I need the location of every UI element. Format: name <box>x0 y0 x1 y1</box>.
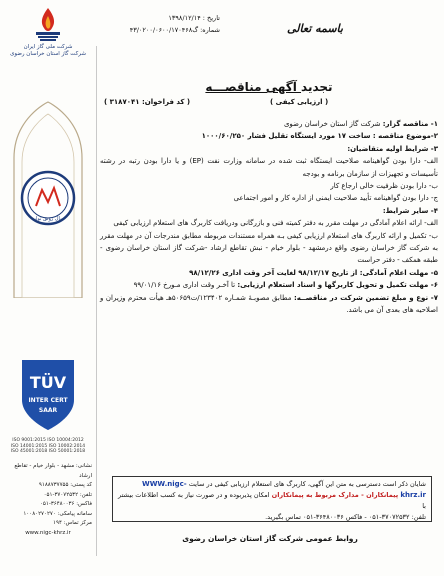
item-value: شرکت گاز استان خراسان رضوی <box>283 120 383 128</box>
emblem-text: سال رونق تولید <box>31 216 65 222</box>
item-label: ۲-موضوع مناقصه : <box>372 132 438 141</box>
item-other-label: ۴- سایر شرایط: <box>382 206 438 215</box>
notice-line-1 <box>118 479 426 490</box>
item-submit <box>100 279 438 291</box>
item-value: تا آخـر وقت اداری مـورخ ۹۹/۰۱/۱۶ <box>133 281 238 290</box>
other-a: الف- ارائه اعلام آمادگی در مهلت مقرر به دفتر کمیته فنی و بازرگانی ودریافت کاربرگ های استعلام ارزیابی کیفی <box>113 219 438 228</box>
item-label: ۵- مهلت اعلام آمادگی: <box>359 268 438 277</box>
tuv-brand: TÜV <box>29 373 67 392</box>
iso-line: ISO 45001:2018 ISO 50001:2018 <box>10 449 86 454</box>
tuv-certificate-icon <box>14 356 82 436</box>
page-title <box>100 80 438 94</box>
call-code: ( کد فراخوان: ۳۱۸۷۰۴۱ ) <box>104 98 191 106</box>
contact-line: نشانی: مشهد - بلوار خیام - تقاطع ارشاد <box>14 463 92 479</box>
contact-line[interactable]: www.nigc-khrz.ir <box>25 529 71 536</box>
other-b: ب- تکمیل و ارائه کاربرگ های استعلام ارزیابی کیفی بـه همراه مستندات مربوطه مطابق مندرجات آن در مهلت مقرر به شرکت گاز خراسان رضوی واقع درمشهد - بلوار خیام - نبش تقاطع ارشاد -شرکت گاز استان خراسان رضوی - طبقه همکف - دفتر حراست <box>100 231 438 265</box>
iso-line: ISO 9001:2015 ISO 10004:2012 <box>12 438 84 443</box>
tuv-saar: SAAR <box>38 407 58 414</box>
letter-number: شماره: گ۴۳/۰۲۰۰/۰۶۰۰/۱۷۰۴۶۸ <box>129 26 220 34</box>
sidebar-divider <box>96 46 97 556</box>
item-guarantee <box>100 292 438 317</box>
contact-line: سامانه پیامکی: ۱۰۰۸۰۲۷۰۲۷۰ <box>23 510 92 517</box>
contact-line: تلفن: ۳۷۰۷۲۵۳۲-۰۵۱ <box>43 491 92 498</box>
condition-c: ج- دارا بودن گواهینامه تأیید صلاحیت ایمنی از اداره کار و امور اجتماعی <box>233 194 438 203</box>
bismillah: باسمه تعالی <box>287 22 343 35</box>
notice-text: شایان ذکر است دسترسی به متن این آگهی، کاربرگ های استعلام ارزیابی کیفی در سایت <box>188 480 426 488</box>
tuv-sub: INTER CERT <box>28 397 68 404</box>
contact-line: کد پستی: ۹۱۸۸۷۳۷۷۵۵ <box>38 482 92 488</box>
item-value: ساخت ۱۷ مورد ایستگاه تقلیل فشار ۱۰۰۰/۶۰/۲۵۰ <box>201 132 373 141</box>
nigc-logo-icon <box>20 6 76 46</box>
item-subject <box>100 130 438 142</box>
org-line: شرکت ملی گاز ایران <box>23 44 73 50</box>
site-link-part-2[interactable]: khrz.ir <box>400 491 426 499</box>
item-readiness <box>100 267 438 279</box>
item-label: ۷- نوع و مبلغ تضمین شرکت در مناقصــه: <box>293 293 438 302</box>
notice-body <box>100 118 438 317</box>
site-link-part-1[interactable]: WWW.nigc- <box>141 480 187 488</box>
notice-text: امکان پذیربوده و در صورت نیاز به کسب اطلاعات بیشتر با <box>118 491 426 510</box>
sidebar <box>0 0 96 576</box>
shrine-emblem-icon <box>8 98 88 298</box>
item-value: مطابق مصوبـۀ شمـاره ۱۲۳۴۰۲/ت۵۰۶۵۹هـ هیأت محترم وزیران و اصلاحیه های بعدی آن می باشد. <box>100 293 438 315</box>
contractors-menu-label: پیمانکاران - مدارک مربوط به پیمانکاران <box>271 491 399 499</box>
item-value: از تاریخ ۹۸/۱۲/۱۷ لغایت آخر وقت اداری ۹۸/۱۲/۲۶ <box>189 268 360 277</box>
contact-info <box>4 462 92 538</box>
title-prefix: تجدید <box>301 80 333 94</box>
item-conditions-label: ۳- شرایط اولیه متقاضیان: <box>347 144 438 153</box>
notice-box <box>112 476 432 522</box>
condition-a: الف- دارا بودن گواهینامه صلاحیت ایستگاه ثبت شده در سامانه وزارت نفت (EP) و یا دارا بودن رتبه در رشته تأسیسات و تجهیزات از سازمان برنامه و بودجه <box>100 157 439 178</box>
letter-meta <box>100 12 220 36</box>
org-line: شرکت گاز استان خراسان رضوی <box>10 51 86 57</box>
condition-b: ب- دارا بودن ظرفیت خالی ارجاع کار <box>330 182 438 191</box>
notice-line-3: تلفن: ۳۷۰۷۲۵۳۲-۰۵۱ - فاکس ۳۶۴۸۰۰۳۶-۰۵۱ تماس بگیرید. <box>265 513 426 521</box>
item-tender <box>100 118 438 130</box>
org-name <box>4 44 92 58</box>
notice-line-2 <box>118 490 426 512</box>
signature: روابط عمومی شرکت گاز استان خراسان رضوی <box>182 534 358 543</box>
item-label: ۱- مناقصه گزار: <box>382 120 438 128</box>
evaluation-label: ( ارزیابی کیفی ) <box>270 98 329 106</box>
title-text: آگهی مناقصـــه <box>205 80 302 94</box>
contact-line: مرکز تماس: ۱۹۴ <box>53 520 92 526</box>
iso-line: ISO 14001:2015 ISO 10002:2014 <box>10 443 86 449</box>
subtitle-row <box>100 98 438 110</box>
letter-date: تاریخ : ۱۳۹۸/۱۲/۱۴ <box>168 14 220 22</box>
iso-list <box>4 438 92 455</box>
item-label: ۶- مهلت تکمیل و تحویل کاربرگها و اسناد استعلام ارزیابی: <box>237 281 438 290</box>
contact-line: فاکس: ۳۶۴۸۰۰۳۶-۰۵۱ <box>39 501 92 507</box>
